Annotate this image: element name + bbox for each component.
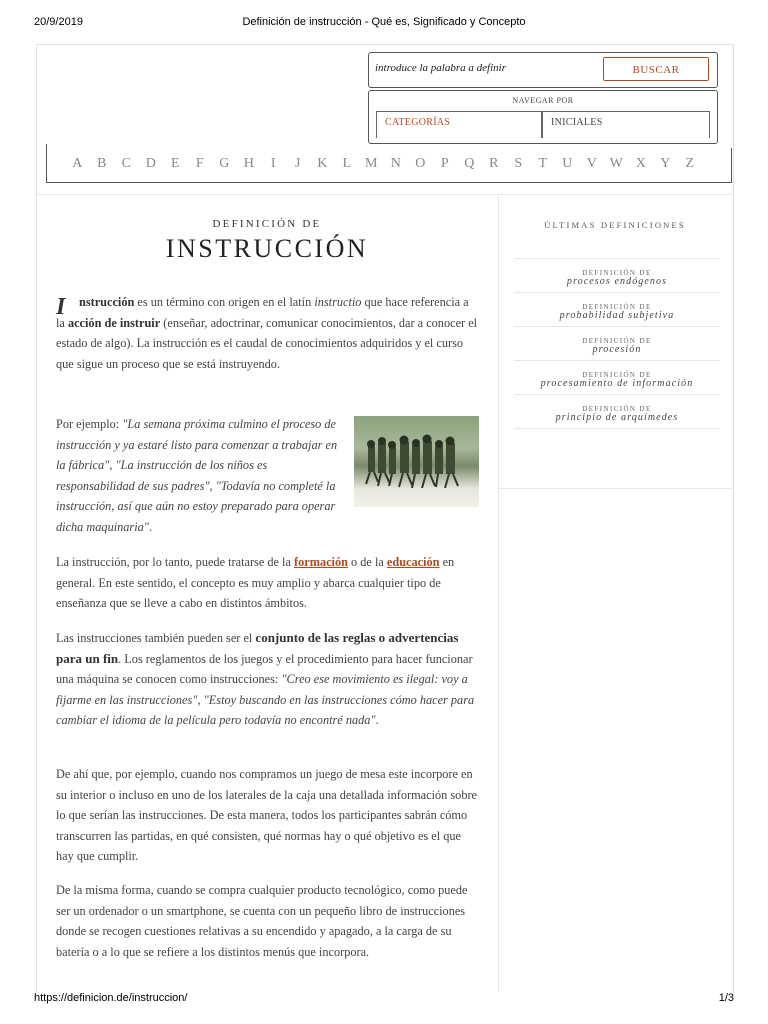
search-button[interactable]: BUSCAR — [603, 57, 709, 81]
recent-item-kicker: DEFINICIÓN DE — [582, 405, 652, 413]
recent-item-probabilidad-subjetiva[interactable] — [514, 293, 720, 327]
letter-z[interactable]: Z — [685, 156, 695, 171]
recent-item-kicker: DEFINICIÓN DE — [582, 303, 652, 311]
letter-a[interactable]: A — [72, 156, 83, 171]
recent-item-term: probabilidad subjetiva — [559, 310, 675, 321]
tab-categorias[interactable] — [376, 111, 542, 138]
p3-text-b: o de la — [347, 555, 387, 569]
tab-iniciales[interactable] — [542, 111, 710, 138]
search-box — [368, 52, 718, 88]
letter-d[interactable]: D — [145, 156, 156, 171]
letter-v[interactable]: V — [586, 156, 597, 171]
p5-text: De ahí que, por ejemplo, cuando nos compramos un juego de mesa este incorpore en su interior o incluso en uno de los laterales de la caja una detallada información sobre lo que serían las instrucciones. De esta manera, todos los participantes sabrán cómo transcurren las partidas, en qué consisten, qué normas hay o qué objetivo es el que hay que cumplir. — [56, 767, 478, 863]
article — [36, 194, 499, 992]
alphabet-bar — [46, 148, 732, 183]
letter-j[interactable]: J — [295, 156, 301, 171]
recent-definitions — [514, 258, 720, 429]
letter-o[interactable]: O — [415, 156, 426, 171]
letter-u[interactable]: U — [562, 156, 573, 171]
letter-g[interactable]: G — [219, 156, 230, 171]
letter-c[interactable]: C — [121, 156, 131, 171]
p2-end: . — [148, 519, 153, 534]
page-title: INSTRUCCIÓN — [165, 234, 369, 263]
p1-bold: acción de instruir — [67, 315, 161, 330]
letter-k[interactable]: K — [317, 156, 328, 171]
letter-e[interactable]: E — [170, 156, 180, 171]
recent-item-procesos-endogenos[interactable] — [514, 258, 720, 293]
letter-i[interactable]: I — [270, 156, 276, 171]
letter-x[interactable]: X — [635, 156, 646, 171]
browse-nav — [368, 90, 718, 144]
recent-item-term: procesamiento de información — [540, 378, 694, 389]
letter-f[interactable]: F — [195, 156, 204, 171]
print-footer — [34, 992, 734, 1006]
p1-latin: instructio — [314, 295, 362, 309]
tab-categorias-label: CATEGORÍAS — [385, 117, 451, 128]
p1-text-c: (enseñar, adoctrinar, comunicar conocimientos, dar a conocer el estado de algo). La instrucción es el caudal de conocimientos adquiridos y el curso que sigue un proceso que se está instruyendo. — [56, 315, 478, 371]
link-educacion[interactable]: educación — [386, 555, 440, 569]
p2-quote-1: "La semana próxima culmino el proceso de instrucción y ya estaré listo para comenzar a trabajar en la fábrica" — [56, 417, 338, 472]
letter-m[interactable]: M — [365, 156, 378, 171]
paragraph-1 — [56, 292, 479, 374]
browse-label: NAVEGAR POR — [512, 96, 574, 105]
term-bold: nstrucción — [79, 295, 135, 309]
letter-p[interactable]: P — [440, 156, 449, 171]
p3-text-c: en general. En este sentido, el concepto es muy amplio y abarca cualquier tipo de enseñanza que se lleve a cabo en distintos ámbitos. — [56, 555, 455, 610]
search-input[interactable] — [375, 62, 595, 74]
paragraph-6 — [56, 880, 479, 962]
letter-s[interactable]: S — [514, 156, 523, 171]
recent-item-kicker: DEFINICIÓN DE — [582, 337, 652, 345]
print-date: 20/9/2019 — [34, 16, 83, 28]
p2-sep-2: , — [209, 478, 216, 493]
sidebar-divider — [498, 488, 732, 489]
p2-quote-2: "La instrucción de los niños es responsabilidad de sus padres" — [56, 458, 268, 493]
p1-text-b: que hace referencia a la — [56, 295, 469, 330]
letter-l[interactable]: L — [342, 156, 352, 171]
definition-kicker: DEFINICIÓN DE — [212, 218, 322, 230]
recent-item-procesamiento-de-informacion[interactable] — [514, 361, 720, 395]
p4-quote-2: "Estoy buscando en las instrucciones cómo hacer para cambiar el idioma de la película pero todavía no encontré nada" — [56, 692, 475, 727]
letter-h[interactable]: H — [243, 156, 254, 171]
paragraph-2 — [56, 414, 342, 537]
p2-sep-1: , — [109, 458, 116, 472]
drop-cap: I — [56, 294, 66, 320]
recent-item-term: procesión — [592, 344, 642, 355]
p3-text-a: La instrucción, por lo tanto, puede tratarse de la — [56, 555, 294, 569]
recent-item-kicker: DEFINICIÓN DE — [582, 269, 652, 277]
print-header — [34, 16, 734, 30]
tab-iniciales-label: INICIALES — [551, 117, 603, 128]
recent-item-procesion[interactable] — [514, 327, 720, 361]
letter-y[interactable]: Y — [660, 156, 671, 171]
letter-w[interactable]: W — [609, 156, 623, 171]
link-formacion[interactable]: formación — [294, 555, 348, 569]
p1-text-a: es un término con origen en el latín — [134, 295, 315, 309]
recent-item-term: principio de arquímedes — [555, 412, 679, 423]
sidebar — [498, 194, 732, 992]
print-url: https://definicion.de/instruccion/ — [34, 992, 188, 1004]
recent-item-kicker: DEFINICIÓN DE — [582, 371, 652, 379]
letter-q[interactable]: Q — [464, 156, 475, 171]
p4-text-a: Las instrucciones también pueden ser el — [56, 631, 256, 645]
p4-quote-1: "Creo ese movimiento es ilegal: voy a fijarme en las instrucciones" — [56, 672, 468, 707]
p4-text-b: . Los reglamentos de los juegos y el procedimiento para hacer funcionar una máquina se conocen como instrucciones: — [56, 651, 473, 686]
print-page-number: 1/3 — [718, 992, 734, 1004]
recent-item-principio-de-arquimedes[interactable] — [514, 395, 720, 429]
soldiers-image — [354, 416, 479, 507]
letter-b[interactable]: B — [97, 156, 107, 171]
letter-r[interactable]: R — [489, 156, 499, 171]
print-title: Definición de instrucción - Qué es, Significado y Concepto — [242, 16, 526, 28]
p4-end: . — [375, 713, 379, 727]
paragraph-4 — [56, 628, 479, 731]
p6-text: De la misma forma, cuando se compra cualquier producto tecnológico, como puede ser un ordenador o un smartphone, se cuenta con un pequeño libro de instrucciones donde se recogen cuestiones relativas a su encendido y apagado, a la carga de su batería o a lo que se refiere a los distintos menús que incorpora. — [56, 883, 468, 959]
letter-n[interactable]: N — [390, 156, 401, 171]
p2-lead: Por ejemplo: — [56, 417, 123, 431]
sidebar-heading: ÚLTIMAS DEFINICIONES — [544, 220, 686, 230]
p4-bold: conjunto de las reglas o advertencias para un fin — [56, 630, 459, 666]
p4-sep: , — [197, 692, 204, 707]
letter-t[interactable]: T — [538, 156, 548, 171]
paragraph-3 — [56, 552, 479, 614]
recent-item-term: procesos endógenos — [566, 276, 668, 287]
paragraph-5 — [56, 764, 479, 867]
p2-quote-3: "Todavía no completé la instrucción, así que aún no estoy preparado para operar dicha maquinaria" — [56, 478, 336, 534]
alphabet-letters — [65, 152, 702, 176]
